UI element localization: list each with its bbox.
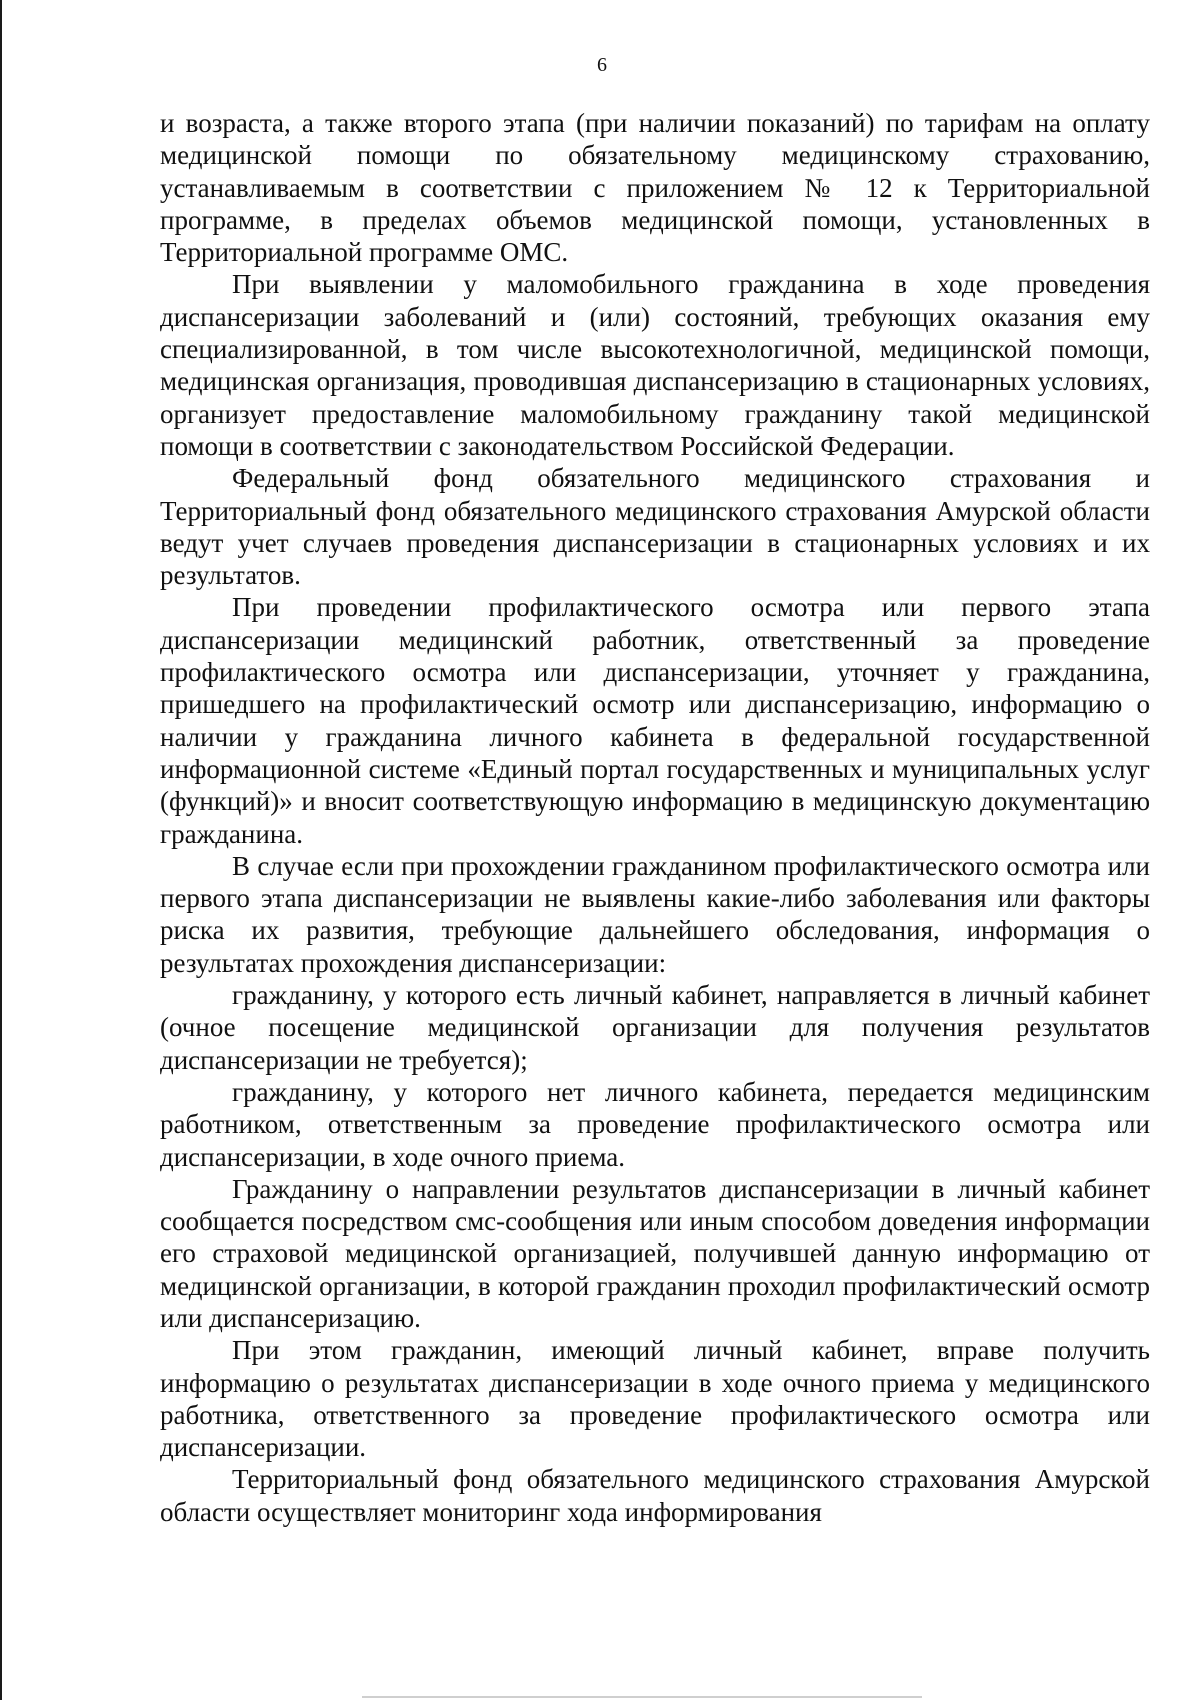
paragraph-no-diseases-found: В случае если при прохождении гражданином профилактического осмотра или первого этапа диспансеризации не выявлены какие-либо заболевания или факторы риска их развития, требующие дальнейшего обследования, информация о результатах прохождения диспансеризации: [160, 850, 1150, 978]
paragraph-continuation: и возраста, а также второго этапа (при наличии показаний) по тарифам на оплату медицинской помощи по обязательному медицинскому страхованию, устанавливаемым в соответствии с приложением № 12 к Территориальной программе, в пределах объемов медицинской помощи, установленных в Территориальной программе ОМС. [160, 108, 1150, 268]
paragraph-federal-fund-accounting: Федеральный фонд обязательного медицинского страхования и Территориальный фонд обязательного медицинского страхования Амурской области ведут учет случаев проведения диспансеризации в стационарных условиях и их результатов. [160, 463, 1150, 591]
paragraph-in-person-results: При этом гражданин, имеющий личный кабинет, вправе получить информацию о результатах диспансеризации в ходе очного приема у медицинского работника, ответственного за проведение профилактического осмотра или диспансеризации. [160, 1335, 1150, 1463]
paragraph-low-mobility-citizen: При выявлении у маломобильного гражданина в ходе проведения диспансеризации заболеваний и (или) состояний, требующих оказания ему специализированной, в том числе высокотехнологичной, медицинской помощи, медицинская организация, проводившая диспансеризацию в стационарных условиях, организует предоставление маломобильному гражданину такой медицинской помощи в соответствии с законодательством Российской Федерации. [160, 269, 1150, 461]
paragraph-personal-account-check: При проведении профилактического осмотра или первого этапа диспансеризации медицинский работник, ответственный за проведение профилактического осмотра или диспансеризации, уточняет у гражданина, пришедшего на профилактический осмотр или диспансеризацию, информацию о наличии у гражданина личного кабинета в федеральной государственной информационной системе «Единый портал государственных и муниципальных услуг (функций)» и вносит соответствующую информацию в медицинскую документацию гражданина. [160, 592, 1150, 849]
scan-bottom-edge [362, 1696, 922, 1698]
document-body [160, 107, 1150, 1528]
page-number: 6 [597, 54, 607, 76]
paragraph-with-personal-account: гражданину, у которого есть личный кабинет, направляется в личный кабинет (очное посещение медицинской организации для получения результатов диспансеризации не требуется); [160, 980, 1150, 1075]
paragraph-territorial-fund-monitoring: Территориальный фонд обязательного медицинского страхования Амурской области осуществляет мониторинг хода информирования [160, 1464, 1150, 1527]
paragraph-sms-notification: Гражданину о направлении результатов диспансеризации в личный кабинет сообщается посредством смс-сообщения или иным способом доведения информации его страховой медицинской организацией, получившей данную информацию от медицинской организации, в которой гражданин проходил профилактический осмотр или диспансеризацию. [160, 1173, 1150, 1333]
paragraph-without-personal-account: гражданину, у которого нет личного кабинета, передается медицинским работником, ответственным за проведение профилактического осмотра или диспансеризации, в ходе очного приема. [160, 1076, 1150, 1172]
